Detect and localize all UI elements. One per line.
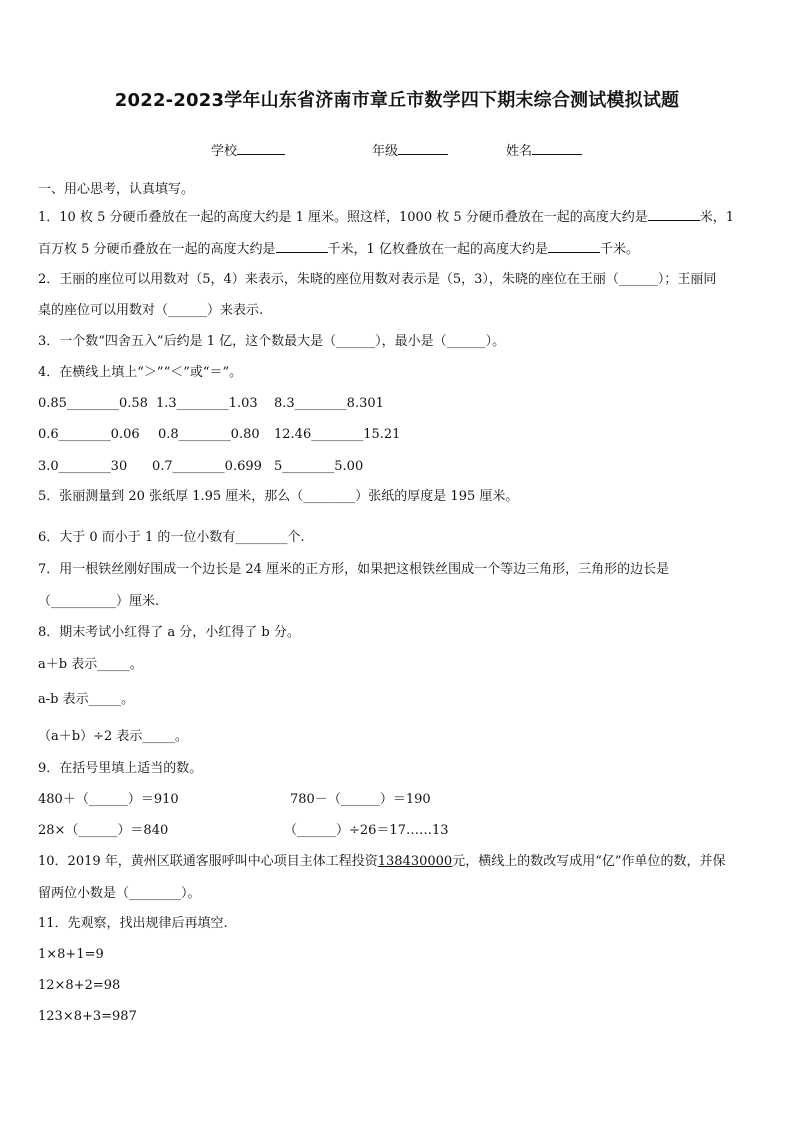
grade-label: 年级 [372, 144, 399, 159]
pattern-line-1: 1×8+1=9 [38, 947, 104, 962]
q1-text-e: 千米。 [599, 242, 639, 257]
question-1-line-2 [38, 240, 762, 259]
compare-item: 12.46________15.21 [274, 427, 401, 442]
compare-item: 8.3________8.301 [274, 396, 384, 411]
q10-underlined-number: 138430000 [377, 854, 453, 869]
pattern-line-2: 12×8+2=98 [38, 978, 121, 993]
school-blank [237, 142, 285, 155]
fill-equation: （______）÷26＝17……13 [284, 823, 449, 838]
question-8-b: a-b 表示_____。 [38, 692, 135, 707]
q1-text-b: 米，1 [699, 210, 735, 225]
compare-item: 0.8________0.80 [158, 427, 260, 442]
question-7-line-2: （__________）厘米. [38, 594, 160, 609]
name-label: 姓名 [506, 144, 533, 159]
grade-blank [398, 142, 448, 155]
name-blank [532, 142, 582, 155]
pattern-line-3: 123×8+3=987 [38, 1009, 137, 1024]
q1-blank-1 [648, 208, 700, 221]
question-3: 3．一个数“四舍五入”后约是 1 亿，这个数最大是（______），最小是（______）。 [38, 334, 506, 349]
question-8-stem: 8．期末考试小红得了 a 分，小红得了 b 分。 [38, 625, 300, 640]
compare-item: 5________5.00 [274, 459, 364, 474]
question-6: 6．大于 0 而小于 1 的一位小数有________个. [38, 530, 305, 545]
question-10-line-1 [38, 853, 762, 871]
compare-item: 3.0________30 [38, 459, 128, 474]
school-field [211, 140, 285, 159]
name-field [506, 140, 582, 159]
question-1-line-1 [38, 208, 762, 227]
fill-equation: 780－（______）＝190 [290, 792, 431, 807]
q10-text-b: 元，横线上的数改写成用“亿”作单位的数，并保 [452, 854, 726, 869]
compare-item: 0.85________0.58 [38, 396, 148, 411]
q1-blank-2 [276, 240, 328, 253]
compare-item: 0.7________0.699 [152, 459, 262, 474]
q1-text-c: 百万枚 5 分硬币叠放在一起的高度大约是 [38, 242, 276, 257]
question-8-a: a＋b 表示_____。 [38, 657, 143, 672]
fill-equation: 28×（______）＝840 [38, 823, 169, 838]
question-2-line-1: 2．王丽的座位可以用数对（5，4）来表示，朱晓的座位用数对表示是（5，3），朱晓的座位在王丽（______）；王丽同 [38, 272, 717, 287]
question-7-line-1: 7．用一根铁丝刚好围成一个边长是 24 厘米的正方形，如果把这根铁丝围成一个等边三角形，三角形的边长是 [38, 562, 670, 577]
q10-text-a: 10．2019 年，黄州区联通客服呼叫中心项目主体工程投资 [38, 854, 378, 869]
page-title: 2022-2023学年山东省济南市章丘市数学四下期末综合测试模拟试题 [114, 90, 680, 111]
q1-text-a: 1．10 枚 5 分硬币叠放在一起的高度大约是 1 厘米。照这样，1000 枚 5 分硬币叠放在一起的高度大约是 [38, 210, 648, 225]
fill-equation: 480＋（______）＝910 [38, 792, 179, 807]
section-heading: 一、用心思考，认真填写。 [38, 182, 195, 197]
question-9-stem: 9．在括号里填上适当的数。 [38, 761, 203, 776]
grade-field [372, 140, 448, 159]
q1-text-d: 千米，1 亿枚叠放在一起的高度大约是 [327, 242, 548, 257]
q1-blank-3 [548, 240, 600, 253]
compare-item: 1.3________1.03 [156, 396, 258, 411]
question-11-stem: 11．先观察，找出规律后再填空. [38, 916, 228, 931]
question-5: 5．张丽测量到 20 张纸厚 1.95 厘米，那么（________）张纸的厚度是 195 厘米。 [38, 489, 519, 504]
question-4-stem: 4．在横线上填上“＞”“＜”或“＝”。 [38, 365, 243, 380]
compare-item: 0.6________0.06 [38, 427, 140, 442]
question-10-line-2: 留两位小数是（________）。 [38, 886, 201, 901]
question-8-c: （a＋b）÷2 表示_____。 [38, 729, 188, 744]
school-label: 学校 [211, 144, 238, 159]
question-2-line-2: 桌的座位可以用数对（______）来表示. [38, 303, 264, 318]
